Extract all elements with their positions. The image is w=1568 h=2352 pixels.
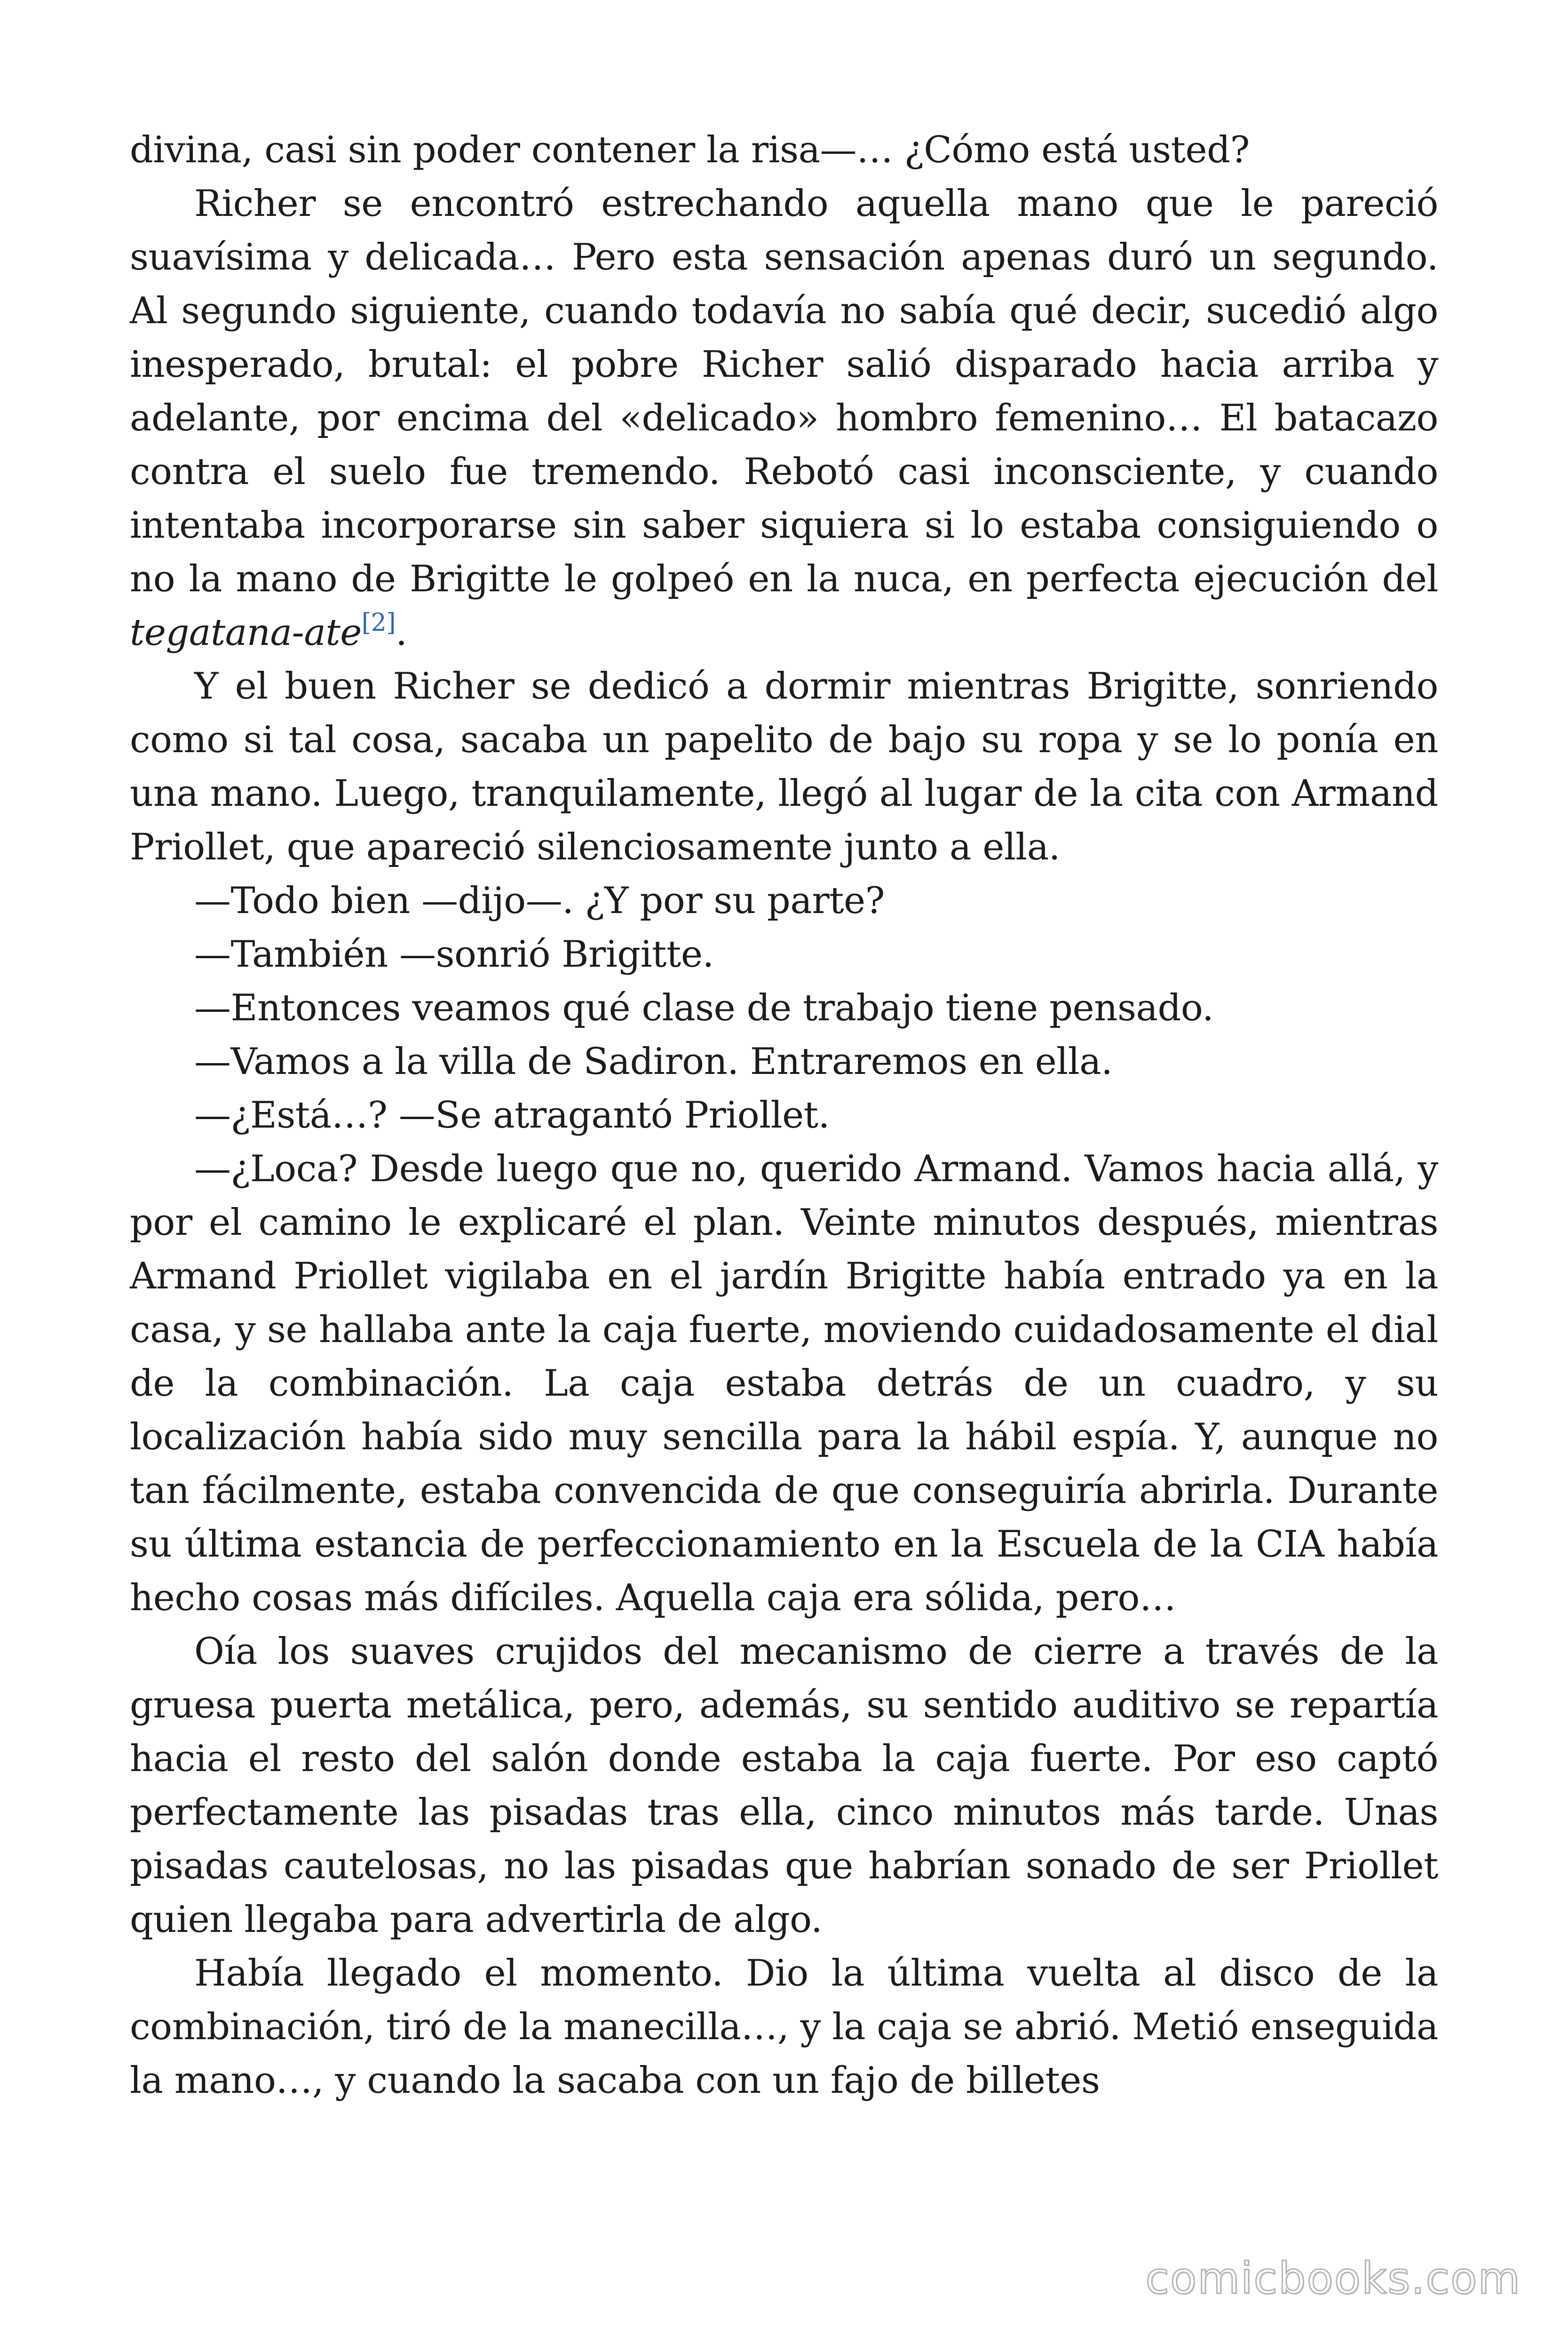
paragraph-11 bbox=[130, 1947, 1438, 2107]
dialogue-line-4 bbox=[130, 1035, 1438, 1089]
dialogue-line-5 bbox=[130, 1089, 1438, 1142]
paragraph-1-text: divina, casi sin poder contener la risa—… ¿Cómo está usted? bbox=[130, 129, 1250, 171]
paragraph-3 bbox=[130, 660, 1438, 874]
dialogue-line-2-text: —También —sonrió Brigitte. bbox=[194, 933, 714, 976]
page-text-body bbox=[130, 123, 1438, 2107]
paragraph-2-end: . bbox=[396, 612, 407, 654]
paragraph-3-text: Y el buen Richer se dedicó a dormir mientras Brigitte, sonriendo como si tal cosa, sacaba un papelito de bajo su ropa y se lo ponía en una mano. Luego, tranquilamente, llegó al lugar de la cita con Armand Priollet, que apareció silenciosamente junto a ella. bbox=[130, 665, 1438, 868]
watermark-logo: comicbooks.com bbox=[1145, 2253, 1521, 2304]
paragraph-11-text: Había llegado el momento. Dio la última vuelta al disco de la combinación, tiró de la manecilla…, y la caja se abrió. Metió enseguida la mano…, y cuando la sacaba con un fajo de billetes bbox=[130, 1952, 1438, 2102]
dialogue-line-2 bbox=[130, 928, 1438, 981]
paragraph-2 bbox=[130, 177, 1438, 660]
paragraph-1 bbox=[130, 123, 1438, 177]
dialogue-line-1-text: —Todo bien —dijo—. ¿Y por su parte? bbox=[194, 880, 885, 922]
paragraph-9-text: —¿Loca? Desde luego que no, querido Armand. Vamos hacia allá, y por el camino le explicaré el plan. Veinte minutos después, mientras Armand Priollet vigilaba en el jardín Brigitte había entrado ya en la casa, y se hallaba ante la caja fuerte, moviendo cuidadosamente el dial de la combinación. La caja estaba detrás de un cuadro, y su localización había sido muy sencilla para la hábil espía. Y, aunque no tan fácilmente, estaba convencida de que conseguiría abrirla. Durante su última estancia de perfeccionamiento en la Escuela de la CIA había hecho cosas más difíciles. Aquella caja era sólida, pero… bbox=[130, 1148, 1438, 1619]
paragraph-10 bbox=[130, 1625, 1438, 1947]
italic-term: tegatana-ate bbox=[130, 612, 362, 654]
paragraph-10-text: Oía los suaves crujidos del mecanismo de cierre a través de la gruesa puerta metálica, pero, además, su sentido auditivo se repartía hacia el resto del salón donde estaba la caja fuerte. Por eso captó perfectamente las pisadas tras ella, cinco minutos más tarde. Unas pisadas cautelosas, no las pisadas que habrían sonado de ser Priollet quien llegaba para advertirla de algo. bbox=[130, 1630, 1438, 1941]
paragraph-2-text: Richer se encontró estrechando aquella mano que le pareció suavísima y delicada… Pero esta sensación apenas duró un segundo. Al segundo siguiente, cuando todavía no sabía qué decir, sucedió algo inesperado, brutal: el pobre Richer salió disparado hacia arriba y adelante, por encima del «delicado» hombro femenino… El batacazo contra el suelo fue tremendo. Rebotó casi inconsciente, y cuando intentaba incorporarse sin saber siquiera si lo estaba consiguiendo o no la mano de Brigitte le golpeó en la nuca, en perfecta ejecución del bbox=[130, 183, 1438, 600]
dialogue-line-4-text: —Vamos a la villa de Sadiron. Entraremos en ella. bbox=[194, 1041, 1113, 1083]
paragraph-9 bbox=[130, 1142, 1438, 1625]
dialogue-line-5-text: —¿Está…? —Se atragantó Priollet. bbox=[194, 1094, 830, 1136]
dialogue-line-1 bbox=[130, 874, 1438, 928]
footnote-link[interactable]: [2] bbox=[361, 609, 396, 637]
dialogue-line-3 bbox=[130, 981, 1438, 1035]
dialogue-line-3-text: —Entonces veamos qué clase de trabajo tiene pensado. bbox=[194, 987, 1214, 1029]
